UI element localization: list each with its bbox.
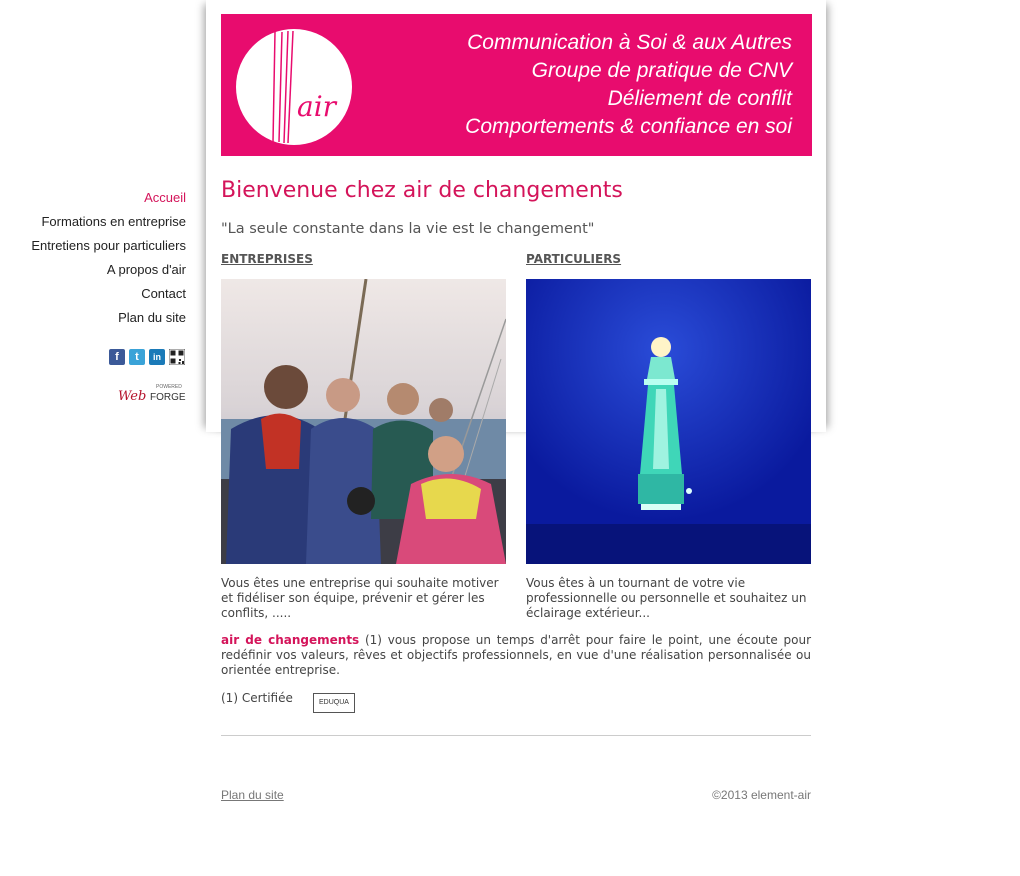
eduqua-logo[interactable]: EDUQUA — [313, 693, 355, 713]
page-quote: "La seule constante dans la vie est le changement" — [221, 221, 595, 237]
qr-code-icon[interactable] — [169, 349, 185, 365]
tagline-4: Comportements & confiance en soi — [465, 115, 792, 138]
linkedin-icon[interactable]: in — [149, 349, 165, 365]
nav-item-contact[interactable]: Contact — [141, 286, 186, 301]
nav-item-accueil[interactable]: Accueil — [144, 190, 186, 205]
tagline-1: Communication à Soi & aux Autres — [467, 31, 792, 54]
air-logo[interactable] — [235, 28, 353, 146]
nav-item-entretiens[interactable]: Entretiens pour particuliers — [31, 238, 186, 253]
nav-item-formations[interactable]: Formations en entreprise — [41, 214, 186, 229]
webforge-logo[interactable] — [117, 381, 187, 405]
logo-text: air — [297, 90, 337, 123]
facebook-icon[interactable]: f — [109, 349, 125, 365]
entreprises-link[interactable]: ENTREPRISES — [221, 252, 313, 266]
footer-sitemap-link[interactable]: Plan du site — [221, 788, 284, 802]
webforge-brand-b: FORGE — [150, 392, 186, 403]
certification-text: (1) Certifiée — [221, 691, 293, 705]
entreprises-photo[interactable] — [221, 279, 506, 564]
intro-brand: air de changements — [221, 633, 360, 647]
copyright-text: ©2013 element-air — [712, 788, 811, 802]
particuliers-link[interactable]: PARTICULIERS — [526, 252, 622, 266]
particuliers-description: Vous êtes à un tournant de votre vie professionnelle ou personnelle et souhaitez un éclairage extérieur... — [526, 576, 807, 620]
particuliers-photo[interactable] — [526, 279, 811, 564]
intro-paragraph — [221, 633, 811, 678]
tagline-2: Groupe de pratique de CNV — [531, 59, 792, 82]
main-nav — [0, 186, 186, 330]
entreprises-description: Vous êtes une entreprise qui souhaite motiver et fidéliser son équipe, prévenir et gérer les conflits, ..... — [221, 576, 499, 620]
webforge-brand-a: Web — [118, 389, 147, 404]
nav-item-plan-du-site[interactable]: Plan du site — [118, 310, 186, 325]
header-banner — [221, 14, 812, 156]
page-title: Bienvenue chez air de changements — [221, 178, 623, 203]
social-icons — [109, 349, 185, 365]
nav-item-a-propos[interactable]: A propos d'air — [106, 262, 186, 277]
intro-text: (1) vous propose un temps d'arrêt pour faire le point, une écoute pour redéfinir vos valeurs, rêves et objectifs professionnels, en vue d'une réalisation personnalisée ou orientée entreprise. — [221, 633, 812, 677]
twitter-icon[interactable]: t — [129, 349, 145, 365]
tagline-3: Déliement de conflit — [607, 87, 792, 110]
footer-divider — [221, 735, 811, 736]
powered-label: POWERED — [156, 384, 182, 390]
